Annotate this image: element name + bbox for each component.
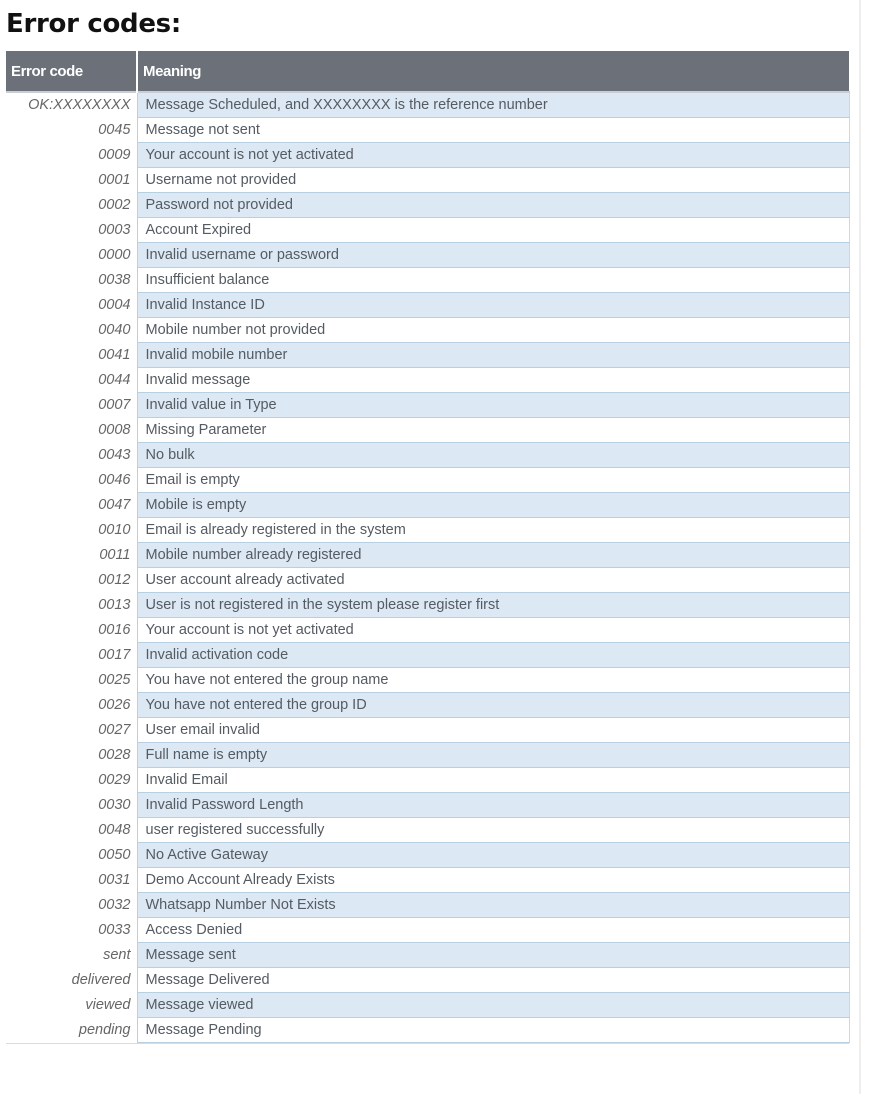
meaning-cell: Invalid activation code bbox=[137, 642, 849, 667]
table-row bbox=[6, 692, 849, 717]
meaning-cell: User account already activated bbox=[137, 567, 849, 592]
table-row bbox=[6, 992, 849, 1017]
error-code-cell: 0004 bbox=[6, 292, 137, 317]
meaning-cell: Account Expired bbox=[137, 217, 849, 242]
meaning-cell: Message sent bbox=[137, 942, 849, 967]
meaning-cell: Access Denied bbox=[137, 917, 849, 942]
meaning-cell: Username not provided bbox=[137, 167, 849, 192]
error-code-cell: 0041 bbox=[6, 342, 137, 367]
error-code-cell: 0047 bbox=[6, 492, 137, 517]
meaning-cell: No bulk bbox=[137, 442, 849, 467]
error-code-cell: OK:XXXXXXXX bbox=[6, 92, 137, 117]
table-row bbox=[6, 442, 849, 467]
meaning-cell: Invalid mobile number bbox=[137, 342, 849, 367]
error-code-cell: viewed bbox=[6, 992, 137, 1017]
meaning-cell: Message Scheduled, and XXXXXXXX is the reference number bbox=[137, 92, 849, 117]
meaning-cell: Invalid message bbox=[137, 367, 849, 392]
header-row bbox=[6, 51, 849, 92]
table-row bbox=[6, 617, 849, 642]
error-code-cell: 0012 bbox=[6, 567, 137, 592]
meaning-cell: Full name is empty bbox=[137, 742, 849, 767]
meaning-cell: Invalid Instance ID bbox=[137, 292, 849, 317]
table-row bbox=[6, 267, 849, 292]
error-code-cell: 0026 bbox=[6, 692, 137, 717]
table-body bbox=[6, 92, 849, 1042]
error-code-cell: 0031 bbox=[6, 867, 137, 892]
error-code-cell: 0001 bbox=[6, 167, 137, 192]
meaning-cell: Invalid username or password bbox=[137, 242, 849, 267]
meaning-cell: Mobile is empty bbox=[137, 492, 849, 517]
error-code-cell: 0030 bbox=[6, 792, 137, 817]
table-row bbox=[6, 867, 849, 892]
meaning-cell: User is not registered in the system please register first bbox=[137, 592, 849, 617]
table-row bbox=[6, 967, 849, 992]
table-row bbox=[6, 592, 849, 617]
table-row bbox=[6, 667, 849, 692]
meaning-cell: Whatsapp Number Not Exists bbox=[137, 892, 849, 917]
column-header-meaning: Meaning bbox=[137, 51, 849, 92]
meaning-cell: Email is empty bbox=[137, 467, 849, 492]
meaning-cell: Mobile number already registered bbox=[137, 542, 849, 567]
error-code-cell: 0028 bbox=[6, 742, 137, 767]
table-row bbox=[6, 242, 849, 267]
error-code-cell: 0013 bbox=[6, 592, 137, 617]
error-code-cell: 0017 bbox=[6, 642, 137, 667]
meaning-cell: You have not entered the group name bbox=[137, 667, 849, 692]
table-row bbox=[6, 942, 849, 967]
meaning-cell: Invalid Password Length bbox=[137, 792, 849, 817]
table-row bbox=[6, 367, 849, 392]
error-code-cell: 0033 bbox=[6, 917, 137, 942]
table-row bbox=[6, 792, 849, 817]
error-code-cell: sent bbox=[6, 942, 137, 967]
table-row bbox=[6, 517, 849, 542]
table-row bbox=[6, 467, 849, 492]
meaning-cell: Your account is not yet activated bbox=[137, 142, 849, 167]
table-row bbox=[6, 567, 849, 592]
error-code-cell: 0025 bbox=[6, 667, 137, 692]
table-row bbox=[6, 392, 849, 417]
meaning-cell: No Active Gateway bbox=[137, 842, 849, 867]
error-code-cell: 0044 bbox=[6, 367, 137, 392]
error-code-cell: delivered bbox=[6, 967, 137, 992]
table-row bbox=[6, 192, 849, 217]
meaning-cell: Email is already registered in the system bbox=[137, 517, 849, 542]
table-row bbox=[6, 717, 849, 742]
error-code-cell: 0045 bbox=[6, 117, 137, 142]
meaning-cell: user registered successfully bbox=[137, 817, 849, 842]
table-row bbox=[6, 542, 849, 567]
meaning-cell: Missing Parameter bbox=[137, 417, 849, 442]
meaning-cell: Message Pending bbox=[137, 1017, 849, 1042]
table-row bbox=[6, 642, 849, 667]
table-row bbox=[6, 817, 849, 842]
column-header-error-code: Error code bbox=[6, 51, 137, 92]
table-row bbox=[6, 342, 849, 367]
table-row bbox=[6, 142, 849, 167]
meaning-cell: Demo Account Already Exists bbox=[137, 867, 849, 892]
error-codes-table-container bbox=[6, 51, 849, 1044]
error-code-cell: 0027 bbox=[6, 717, 137, 742]
meaning-cell: Message not sent bbox=[137, 117, 849, 142]
table-row bbox=[6, 1017, 849, 1042]
table-header bbox=[6, 51, 849, 92]
error-code-cell: 0048 bbox=[6, 817, 137, 842]
table-row bbox=[6, 842, 849, 867]
error-code-cell: 0029 bbox=[6, 767, 137, 792]
table-row bbox=[6, 917, 849, 942]
table-row bbox=[6, 317, 849, 342]
table-row bbox=[6, 767, 849, 792]
error-code-cell: 0011 bbox=[6, 542, 137, 567]
meaning-cell: Your account is not yet activated bbox=[137, 617, 849, 642]
error-code-cell: 0002 bbox=[6, 192, 137, 217]
table-row bbox=[6, 117, 849, 142]
meaning-cell: Invalid Email bbox=[137, 767, 849, 792]
error-code-cell: 0038 bbox=[6, 267, 137, 292]
error-code-cell: 0000 bbox=[6, 242, 137, 267]
meaning-cell: Password not provided bbox=[137, 192, 849, 217]
error-code-cell: 0016 bbox=[6, 617, 137, 642]
table-row bbox=[6, 217, 849, 242]
error-code-cell: 0050 bbox=[6, 842, 137, 867]
table-row bbox=[6, 892, 849, 917]
page-title: Error codes: bbox=[6, 9, 181, 39]
table-row bbox=[6, 92, 849, 117]
error-code-cell: 0032 bbox=[6, 892, 137, 917]
error-code-cell: 0003 bbox=[6, 217, 137, 242]
meaning-cell: Mobile number not provided bbox=[137, 317, 849, 342]
meaning-cell: Invalid value in Type bbox=[137, 392, 849, 417]
meaning-cell: Message Delivered bbox=[137, 967, 849, 992]
error-code-cell: 0007 bbox=[6, 392, 137, 417]
table-row bbox=[6, 292, 849, 317]
table-row bbox=[6, 742, 849, 767]
error-code-cell: 0008 bbox=[6, 417, 137, 442]
meaning-cell: User email invalid bbox=[137, 717, 849, 742]
error-code-cell: pending bbox=[6, 1017, 137, 1042]
table-row bbox=[6, 492, 849, 517]
error-code-cell: 0010 bbox=[6, 517, 137, 542]
table-row bbox=[6, 167, 849, 192]
error-code-cell: 0009 bbox=[6, 142, 137, 167]
table-row bbox=[6, 417, 849, 442]
page-right-divider bbox=[859, 0, 861, 1094]
error-code-cell: 0046 bbox=[6, 467, 137, 492]
meaning-cell: Insufficient balance bbox=[137, 267, 849, 292]
error-codes-table bbox=[6, 51, 850, 1043]
error-code-cell: 0040 bbox=[6, 317, 137, 342]
error-code-cell: 0043 bbox=[6, 442, 137, 467]
meaning-cell: You have not entered the group ID bbox=[137, 692, 849, 717]
meaning-cell: Message viewed bbox=[137, 992, 849, 1017]
